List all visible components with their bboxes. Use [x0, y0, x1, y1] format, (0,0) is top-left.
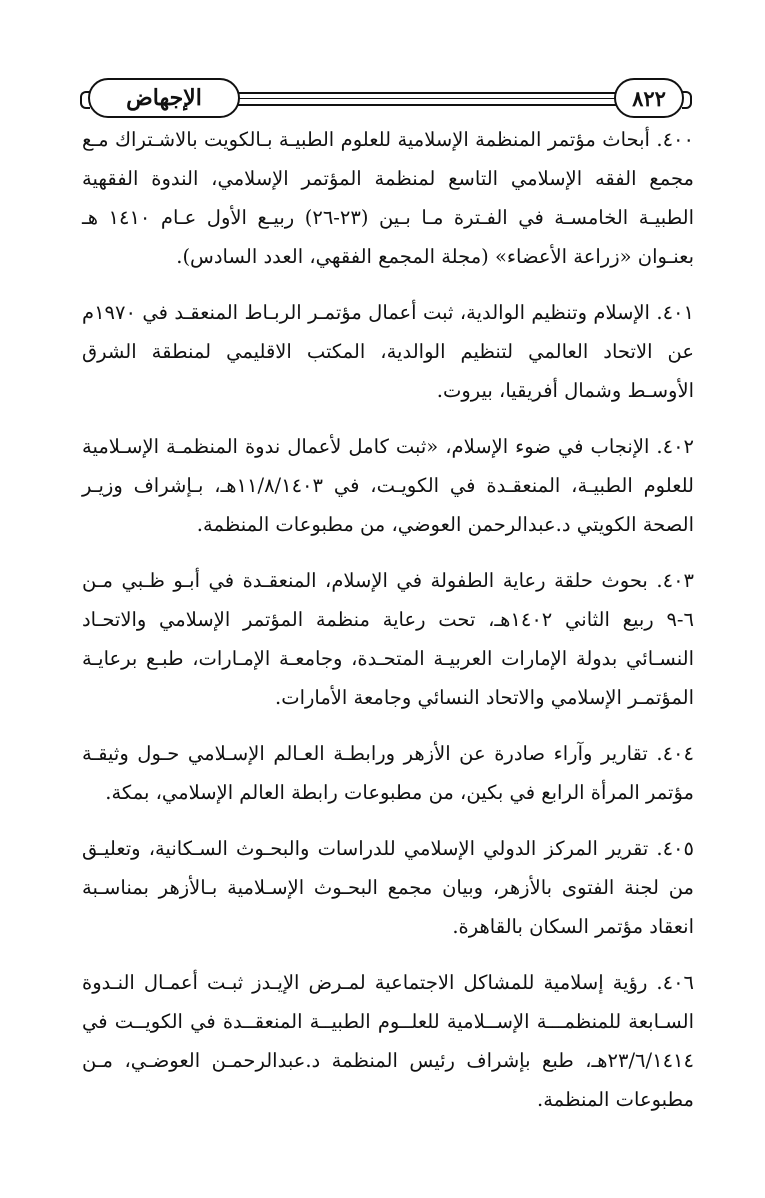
reference-number: ٤٠٦.	[656, 971, 695, 994]
reference-number: ٤٠٢.	[656, 435, 695, 458]
reference-number: ٤٠١.	[656, 301, 694, 324]
chapter-title: الإجهاض	[88, 78, 240, 118]
reference-text: أبحاث مؤتمر المنظمة الإسلامية للعلوم الطبيـة بـالكويت بالاشـتراك مـع مجمع الفقه الإسلامي التاسع لمنظمة المؤتمر الإسلامي، الندوة الفقهية الطبيـة الخامسـة في الفـترة مـا بـين (٢٣-٢٦) ربيـع الأول عـام ١٤١٠ هـ بعنـوان «زراعة الأعضاء» (مجلة المجمع الفقهي، العدد السادس).	[82, 128, 694, 268]
running-header	[80, 78, 692, 122]
reference-entry	[82, 293, 694, 410]
reference-number: ٤٠٤.	[656, 742, 694, 765]
reference-text: بحوث حلقة رعاية الطفولة في الإسلام، المنعقـدة في أبـو ظـبي مـن ٦-٩ ربيع الثاني ١٤٠٢هـ، تحت رعاية منظمة المؤتمر الإسلامي والاتحـاد النسـائي بدولة الإمارات العربيـة المتحـدة، وجامعـة الإمـارات، طبـع برعايـة المؤتمـر الإسلامي والاتحاد النسائي وجامعة الأمارات.	[82, 569, 694, 709]
reference-entry	[82, 734, 694, 812]
reference-text: رؤية إسلامية للمشاكل الاجتماعية لمـرض الإيـدز ثبـت أعمـال النـدوة السـابعة للمنظمـــة الإســلامية للعلــوم الطبيــة المنعقــدة في الكويــت في ٢٣/٦/١٤١٤هـ، طبع بإشراف رئيس المنظمة د.عبدالرحمـن العوضـي، مـن مطبوعات المنظمة.	[82, 971, 694, 1111]
reference-text: تقرير المركز الدولي الإسلامي للدراسات والبحـوث السـكانية، وتعليـق من لجنة الفتوى بالأزهر، وبيان مجمع البحـوث الإسـلامية بـالأزهر بمناسـبة انعقاد مؤتمر السكان بالقاهرة.	[82, 837, 694, 938]
reference-number: ٤٠٣.	[656, 569, 695, 592]
reference-entry	[82, 427, 694, 544]
reference-list	[82, 120, 694, 1136]
reference-number: ٤٠٥.	[656, 837, 694, 860]
reference-entry	[82, 120, 694, 276]
reference-text: الإنجاب في ضوء الإسلام، «ثبت كامل لأعمال ندوة المنظمـة الإسـلامية للعلوم الطبيـة، المنعقـدة في الكويـت، في ١١/٨/١٤٠٣هـ، بـإشراف وزيـر الصحة الكويتي د.عبدالرحمن العوضي، من مطبوعات المنظمة.	[82, 435, 694, 536]
reference-entry	[82, 963, 694, 1119]
reference-text: تقارير وآراء صادرة عن الأزهر ورابطـة العـالم الإسـلامي حـول وثيقـة مؤتمر المرأة الرابع في بكين، من مطبوعات رابطة العالم الإسلامي، بمكة.	[82, 742, 694, 804]
page-number: ٨٢٢	[614, 78, 684, 118]
reference-entry	[82, 829, 694, 946]
reference-text: الإسلام وتنظيم الوالدية، ثبت أعمال مؤتمـر الربـاط المنعقـد في ١٩٧٠م عن الاتحاد العالمي لتنظيم الوالدية، المكتب الاقليمي لمنطقة الشرق الأوسـط وشمال أفريقيا، بيروت.	[82, 301, 694, 402]
reference-number: ٤٠٠.	[656, 128, 694, 151]
reference-entry	[82, 561, 694, 717]
